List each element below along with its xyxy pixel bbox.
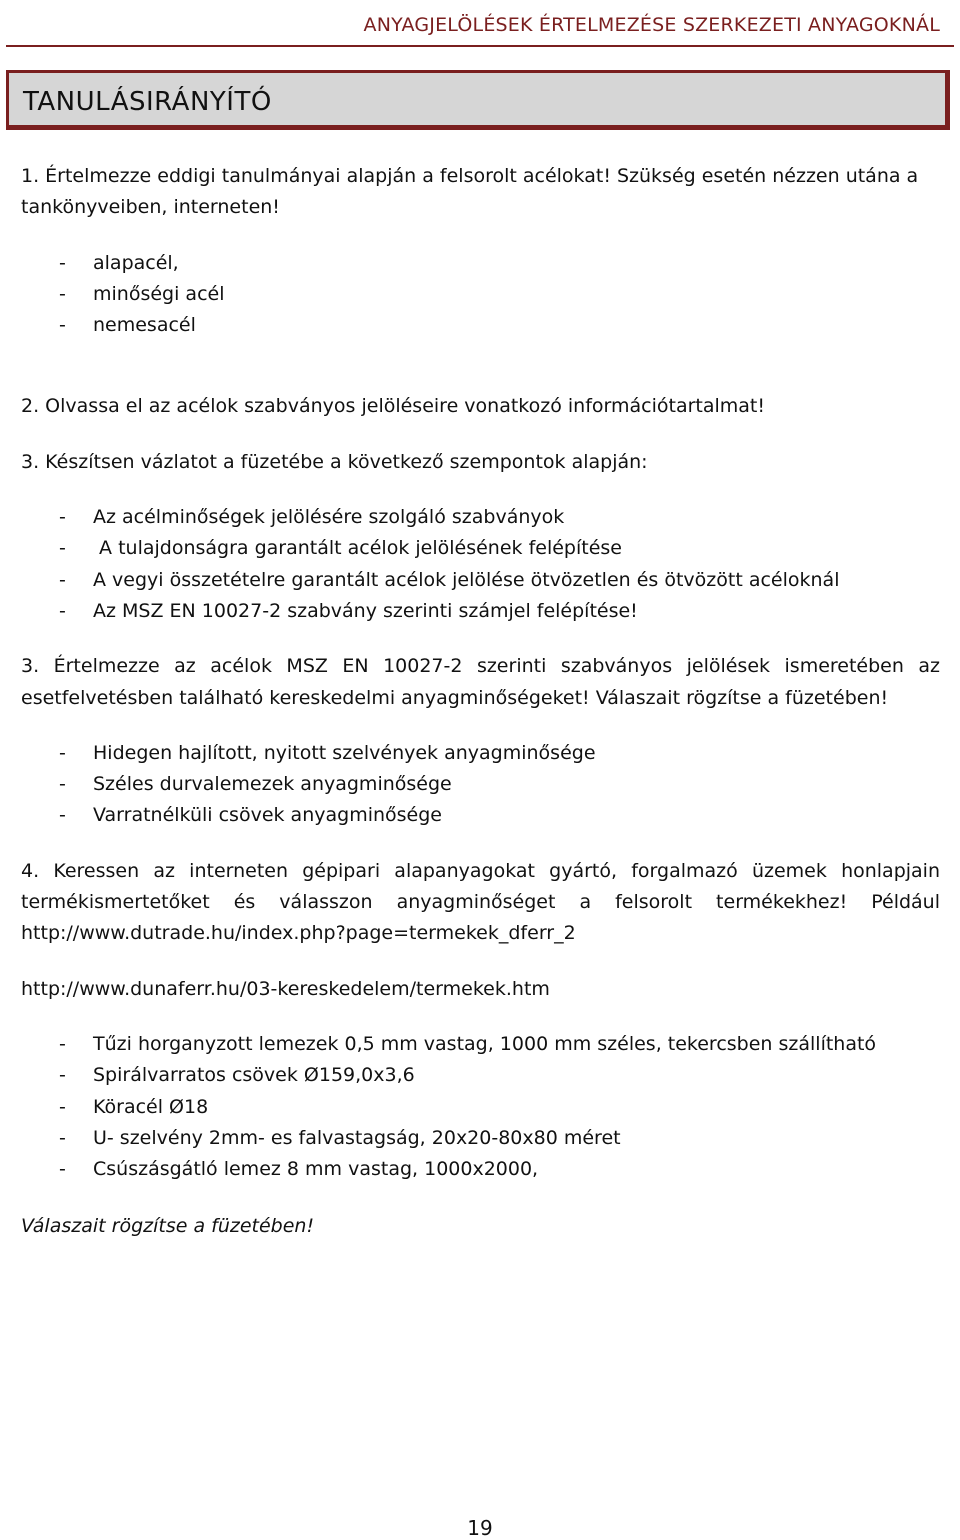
list-item: - A tulajdonságra garantált acélok jelölésének felépítése: [21, 533, 940, 564]
list-item: - A vegyi összetételre garantált acélok jelölése ötvözetlen és ötvözött acéloknál: [21, 565, 940, 596]
section-title: TANULÁSIRÁNYÍTÓ: [23, 87, 272, 117]
list-item: - alapacél,: [21, 248, 940, 279]
header-rule: [6, 45, 954, 47]
task-4-sentence: 4. Keressen az interneten gépipari alapanyagokat gyártó, forgalmazó üzemek honlapjain termékismertetőket és válasszon anyagminőséget a felsorolt termékekhez! Például: [21, 859, 940, 914]
page-number: 19: [467, 1516, 493, 1540]
list-item: - Spirálvarratos csövek Ø159,0x3,6: [21, 1060, 940, 1091]
link-dutrade[interactable]: http://www.dutrade.hu/index.php?page=termekek_dferr_2: [21, 922, 576, 945]
list-item: - Az acélminőségek jelölésére szolgáló szabványok: [21, 502, 940, 533]
task-4-text: [21, 856, 940, 950]
list-item: - Csúszásgátló lemez 8 mm vastag, 1000x2000,: [21, 1154, 940, 1185]
list-item: - Köracél Ø18: [21, 1092, 940, 1123]
task-3a-text: 3. Készítsen vázlatot a füzetébe a következő szempontok alapján:: [21, 450, 648, 473]
task-1-text: 1. Értelmezze eddigi tanulmányai alapján a felsorolt acélokat! Szükség esetén nézzen utána a tankönyveiben, interneten!: [21, 165, 919, 219]
list-item: - Hidegen hajlított, nyitott szelvények anyagminősége: [21, 738, 940, 769]
task-3b-list: [21, 738, 940, 832]
list-item: - U- szelvény 2mm- es falvastagság, 20x20-80x80 méret: [21, 1123, 940, 1154]
link-dunaferr[interactable]: http://www.dunaferr.hu/03-kereskedelem/termekek.htm: [21, 977, 550, 1000]
task-3a-list: [21, 502, 940, 627]
section-title-box: [6, 70, 950, 130]
document-body: [21, 161, 940, 1243]
list-item: - Széles durvalemezek anyagminősége: [21, 769, 940, 800]
task-4-list: [21, 1029, 940, 1185]
list-item: - nemesacél: [21, 310, 940, 341]
list-item: - Tűzi horganyzott lemezek 0,5 mm vastag, 1000 mm széles, tekercsben szállítható: [21, 1029, 940, 1060]
list-item: - minőségi acél: [21, 279, 940, 310]
task-2-text: 2. Olvassa el az acélok szabványos jelöléseire vonatkozó információtartalmat!: [21, 395, 765, 418]
task-3b-text: 3. Értelmezze az acélok MSZ EN 10027-2 szerinti szabványos jelölések ismeretében az esetfelvetésben található kereskedelmi anyagminőségeket! Válaszait rögzítse a füzetében!: [21, 655, 940, 709]
list-item: - Az MSZ EN 10027-2 szabvány szerinti számjel felépítése!: [21, 596, 940, 627]
list-item: - Varratnélküli csövek anyagminősége: [21, 800, 940, 831]
running-header: ANYAGJELÖLÉSEK ÉRTELMEZÉSE SZERKEZETI ANYAGOKNÁL: [363, 14, 940, 36]
closing-instruction: Válaszait rögzítse a füzetében!: [21, 1215, 315, 1238]
task-1-list: [21, 248, 940, 342]
